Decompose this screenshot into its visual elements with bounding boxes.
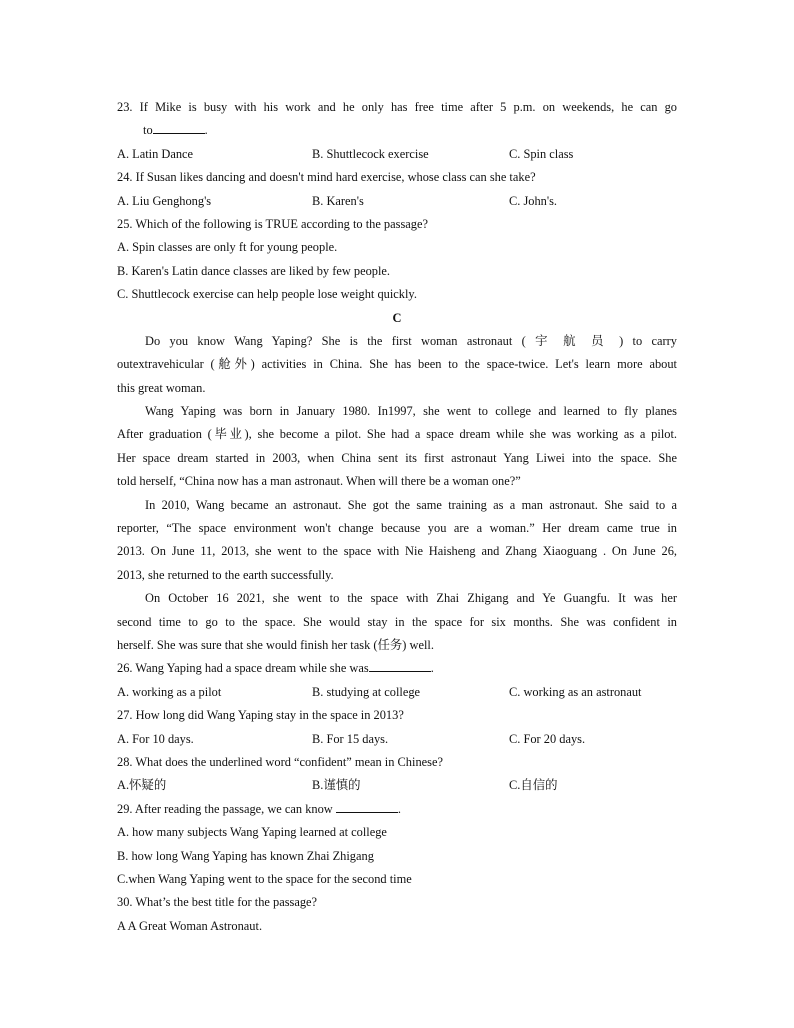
passage-p4-line1: On October 16 2021, she went to the space with Zhai Zhigang and Ye Guangfu. It was her (145, 591, 677, 606)
option-b: B. Karen's Latin dance classes are liked by few people. (117, 263, 390, 278)
option-b: B. Karen's (312, 193, 364, 208)
option-a: A. Spin classes are only ft for young people. (117, 240, 338, 255)
option-a: A. Liu Genghong's (117, 193, 212, 208)
question-24-options (117, 190, 677, 213)
question-23-stem: 23. If Mike is busy with his work and he only has free time after 5 p.m. on weekends, he can go (117, 100, 677, 114)
question-26-options (117, 681, 677, 704)
passage-p2-line4: told herself, “China now has a man astronaut. When will there be a woman one?” (117, 474, 521, 489)
passage-p2-line1: Wang Yaping was born in January 1980. In1997, she went to college and learned to fly planes (145, 404, 677, 419)
option-a: A. how many subjects Wang Yaping learned at college (117, 825, 387, 840)
answer-blank (153, 119, 205, 134)
option-c: C. working as an astronaut (509, 684, 642, 699)
passage-p4-line3: herself. She was sure that she would finish her task (任务) well. (117, 637, 434, 652)
question-29-prefix: 29. After reading the passage, we can know (117, 801, 333, 816)
answer-blank (336, 798, 398, 813)
question-23-suffix: . (204, 123, 208, 138)
option-a: A. Latin Dance (117, 146, 194, 161)
passage-p1-line1: Do you know Wang Yaping? She is the first woman astronaut ( 宇 航 员 ) to carry (145, 333, 677, 348)
question-23-prefix: to (143, 123, 153, 138)
answer-blank (369, 657, 431, 672)
option-a: A.怀疑的 (117, 778, 167, 793)
question-23-stem-cont (117, 119, 677, 142)
passage-p1-line3: this great woman. (117, 380, 206, 395)
option-b: B.谨慎的 (312, 778, 361, 793)
passage-p3-line2: reporter, “The space environment won't change because you are a woman.” Her dream came true in (117, 521, 677, 536)
passage-p3-line1: In 2010, Wang became an astronaut. She got the same training as a man astronaut. She said to a (145, 497, 677, 512)
option-b: B. For 15 days. (312, 731, 389, 746)
question-23-options (117, 143, 677, 166)
question-27-options (117, 728, 677, 751)
question-28-stem: 28. What does the underlined word “confident” mean in Chinese? (117, 754, 443, 769)
question-27-stem: 27. How long did Wang Yaping stay in the space in 2013? (117, 708, 404, 723)
option-c: C.自信的 (509, 778, 558, 793)
question-25-stem: 25. Which of the following is TRUE according to the passage? (117, 216, 428, 231)
question-29-stem (117, 798, 677, 821)
option-b: B. how long Wang Yaping has known Zhai Zhigang (117, 848, 374, 863)
option-b: B. studying at college (312, 684, 421, 699)
question-28-options (117, 774, 677, 797)
passage-p3-line4: 2013, she returned to the earth successfully. (117, 567, 334, 582)
passage-p3-line3: 2013. On June 11, 2013, she went to the space with Nie Haisheng and Zhang Xiaoguang . On June 26, (117, 544, 677, 559)
passage-p2-line3: Her space dream started in 2003, when China sent its first astronaut Yang Liwei into the space. She (117, 450, 677, 465)
passage-p4-line2: second time to go to the space. She would stay in the space for six months. She was confident in (117, 614, 677, 629)
section-heading: C (392, 310, 402, 325)
option-c: C. Spin class (509, 146, 574, 161)
question-26-prefix: 26. Wang Yaping had a space dream while she was (117, 661, 369, 676)
option-a: A A Great Woman Astronaut. (117, 918, 263, 933)
passage-p1-line2: outextravehicular (舱外) activities in China. She has been to the space-twice. Let's learn more about (117, 357, 677, 372)
option-a: A. working as a pilot (117, 684, 222, 699)
question-26-suffix: . (430, 661, 434, 676)
exam-page (117, 96, 677, 938)
option-b: B. Shuttlecock exercise (312, 146, 429, 161)
question-24-stem: 24. If Susan likes dancing and doesn't mind hard exercise, whose class can she take? (117, 170, 536, 185)
question-30-stem: 30. What’s the best title for the passage? (117, 895, 318, 910)
question-29-suffix: . (397, 801, 401, 816)
option-c: C. John's. (509, 193, 558, 208)
passage-p2-line2: After graduation (毕业), she become a pilot. She had a space dream while she was working as a pilot. (117, 427, 677, 442)
option-c: C. Shuttlecock exercise can help people lose weight quickly. (117, 287, 417, 302)
option-c: C.when Wang Yaping went to the space for the second time (117, 871, 412, 886)
option-c: C. For 20 days. (509, 731, 586, 746)
option-a: A. For 10 days. (117, 731, 194, 746)
question-26-stem (117, 657, 677, 680)
